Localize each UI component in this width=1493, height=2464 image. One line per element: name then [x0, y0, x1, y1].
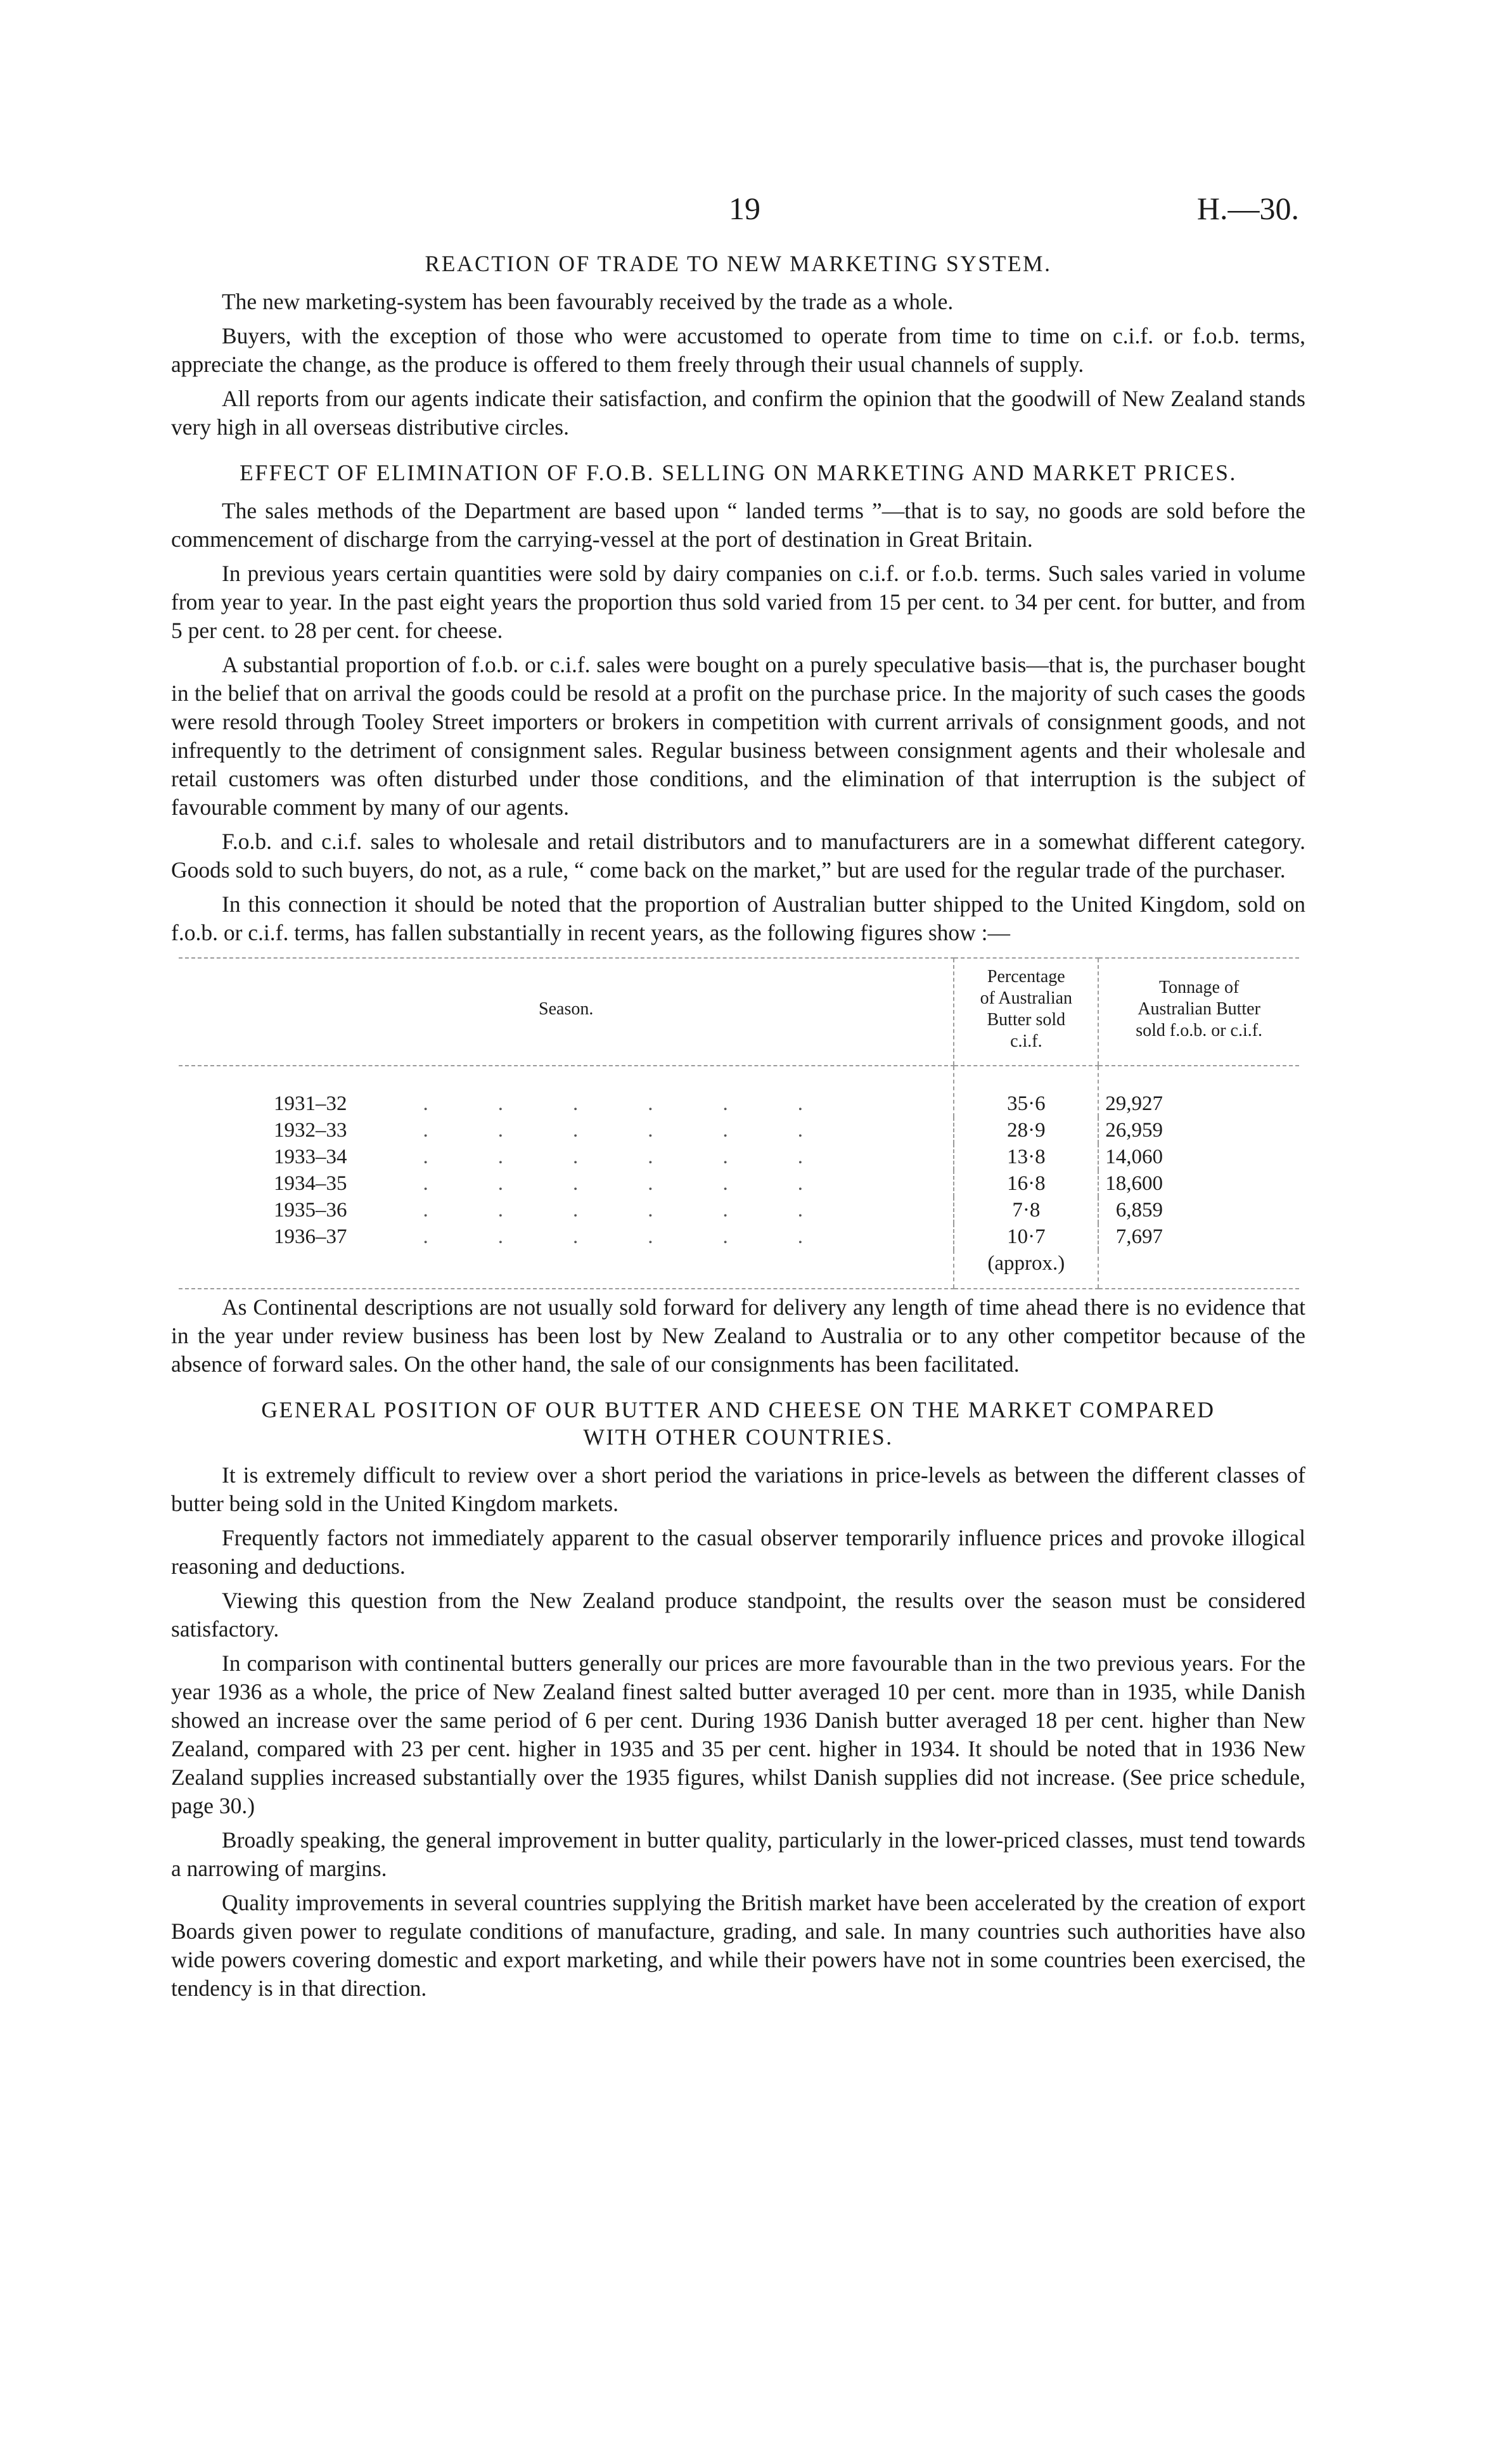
paragraph: As Continental descriptions are not usually sold forward for delivery any length of time ahead there is no evidence that in the year under review business has been lost by New Zealand to Australia or to any other competitor because of the absence of forward sales. On the other hand, the sale of our consignments has been facilitated.: [171, 1294, 1305, 1377]
paragraph: In comparison with continental butters generally our prices are more favourable than in the two previous years. For the year 1936 as a whole, the price of New Zealand finest salted butter averaged 10 per cent. more than in 1935, while Danish showed an increase over the same period of 6 per cent. During 1936 Danish butter averaged 18 per cent. higher than New Zealand, compared with 23 per cent. higher in 1935 and 35 per cent. higher in 1934. It should be noted that in 1936 New Zealand supplies increased substantially over the 1935 figures, whilst Danish supplies did not increase. (See price schedule, page 30.): [171, 1650, 1305, 1818]
paragraph: The new marketing-system has been favourably received by the trade as a whole.: [222, 289, 954, 314]
table-row: 1932–33 ...... 28·9 26,959: [179, 1117, 1299, 1144]
table-note: (approx.): [954, 1250, 1098, 1289]
paragraph: A substantial proportion of f.o.b. or c.i.f. sales were bought on a purely speculative basis—that is, the purchaser bought in the belief that on arrival the goods could be resold at a profit on the purchase price. In the majority of such cases the goods were resold through Tooley Street importers or brokers in competition with current arrivals of consignment goods, and not infrequently to the detriment of consignment sales. Regular business between consignment agents and their wholesale and retail customers was often disturbed under those conditions, and the elimination of that interruption is the subject of favourable comment by many of our agents.: [171, 652, 1305, 820]
paragraph: In previous years certain quantities were sold by dairy companies on c.i.f. or f.o.b. terms. Such sales varied in volume from year to year. In the past eight years the proportion thus sold varied from 15 per cent. to 34 per cent. for butter, and from 5 per cent. to 28 per cent. for cheese.: [171, 561, 1305, 643]
table-row: 1936–37 ...... 10·7 7,697: [179, 1223, 1299, 1250]
paragraph: It is extremely difficult to review over a short period the variations in price-levels as between the different classes of butter being sold in the United Kingdom markets.: [171, 1462, 1305, 1516]
header-season: Season.: [179, 958, 954, 1066]
table-row: 1935–36 ...... 7·8 6,859: [179, 1197, 1299, 1223]
percentage-cell: 16·8: [954, 1170, 1098, 1197]
percentage-cell: 35·6: [954, 1066, 1098, 1117]
tonnage-cell: 6,859: [1098, 1197, 1299, 1223]
paragraph: Viewing this question from the New Zealand produce standpoint, the results over the season must be considered satisfactory.: [171, 1588, 1305, 1642]
page-number: 19: [729, 191, 760, 226]
percentage-cell: 13·8: [954, 1144, 1098, 1170]
table-row: 1933–34 ...... 13·8 14,060: [179, 1144, 1299, 1170]
paragraph: Frequently factors not immediately apparent to the casual observer temporarily influence prices and provoke illogical reasoning and deductions.: [171, 1525, 1305, 1579]
table-row: [179, 1250, 1299, 1289]
australian-butter-table: [179, 957, 1299, 1289]
paragraph: Buyers, with the exception of those who were accustomed to operate from time to time on c.i.f. or f.o.b. terms, appreciate the change, as the produce is offered to them freely through their usual channels of supply.: [171, 323, 1305, 377]
paragraph: All reports from our agents indicate their satisfaction, and confirm the opinion that the goodwill of New Zealand stands very high in all overseas distributive circles.: [171, 386, 1305, 440]
tonnage-cell: 14,060: [1098, 1144, 1299, 1170]
season-cell: 1931–32: [274, 1092, 347, 1115]
season-cell: 1935–36: [274, 1199, 347, 1222]
section-title-effect: EFFECT OF ELIMINATION OF F.O.B. SELLING ON MARKETING AND MARKET PRICES.: [240, 460, 1237, 485]
table-row: 1934–35 ...... 16·8 18,600: [179, 1170, 1299, 1197]
table-header-row: [179, 958, 1299, 1066]
tonnage-cell: 29,927: [1098, 1066, 1299, 1117]
tonnage-cell: 18,600: [1098, 1170, 1299, 1197]
header-tonnage: Tonnage of Australian Butter sold f.o.b. or c.i.f.: [1098, 958, 1299, 1066]
season-cell: 1936–37: [274, 1225, 347, 1248]
season-cell: 1934–35: [274, 1172, 347, 1195]
table-row: 1931–32 ...... 35·6 29,927: [179, 1066, 1299, 1117]
section-title-general: GENERAL POSITION OF OUR BUTTER AND CHEESE ON THE MARKET COMPARED WITH OTHER COUNTRIES.: [261, 1397, 1215, 1450]
paragraph: F.o.b. and c.i.f. sales to wholesale and retail distributors and to manufacturers are in a somewhat different category. Goods sold to such buyers, do not, as a rule, “ come back on the market,” but are used for the regular trade of the purchaser.: [171, 829, 1305, 883]
paragraph: Quality improvements in several countries supplying the British market have been accelerated by the creation of export Boards given power to regulate conditions of manufacture, grading, and sale. In many countries such authorities have also wide powers covering domestic and export marketing, and while their powers have not in some countries been exercised, the tendency is in that direction.: [171, 1890, 1305, 2001]
tonnage-cell: 26,959: [1098, 1117, 1299, 1144]
page-body: [171, 250, 1305, 2008]
header-percentage: Percentage of Australian Butter sold c.i.f.: [954, 958, 1098, 1066]
paragraph: The sales methods of the Department are based upon “ landed terms ”—that is to say, no goods are sold before the commencement of discharge from the carrying-vessel at the port of destination in Great Britain.: [171, 498, 1305, 552]
tonnage-cell: 7,697: [1098, 1223, 1299, 1250]
percentage-cell: 7·8: [954, 1197, 1098, 1223]
percentage-cell: 28·9: [954, 1117, 1098, 1144]
document-reference: H.—30.: [1196, 191, 1299, 226]
section-title-reaction: REACTION OF TRADE TO NEW MARKETING SYSTEM.: [425, 251, 1052, 276]
paragraph: In this connection it should be noted that the proportion of Australian butter shipped to the United Kingdom, sold on f.o.b. or c.i.f. terms, has fallen substantially in recent years, as the following figures show :—: [171, 891, 1305, 945]
paragraph: Broadly speaking, the general improvement in butter quality, particularly in the lower-priced classes, must tend towards a narrowing of margins.: [171, 1827, 1305, 1881]
season-cell: 1933–34: [274, 1146, 347, 1168]
season-cell: 1932–33: [274, 1119, 347, 1142]
percentage-cell: 10·7: [954, 1223, 1098, 1250]
